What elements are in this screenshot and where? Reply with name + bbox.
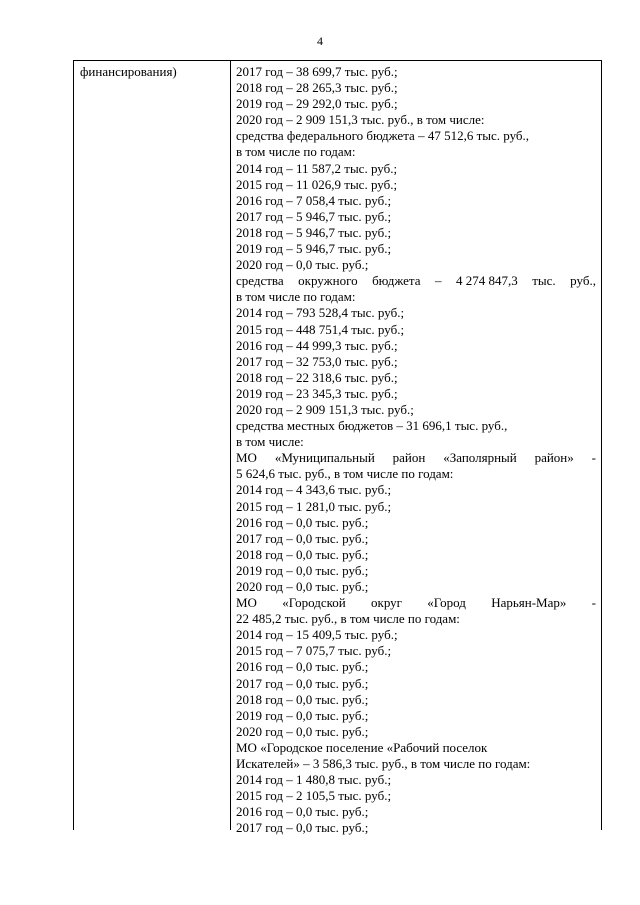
text-line: в том числе по годам: bbox=[236, 289, 356, 305]
text-line: 2019 год – 23 345,3 тыс. руб.; bbox=[236, 385, 398, 401]
word: «Заполярный bbox=[443, 450, 517, 466]
text-line: Искателей» – 3 586,3 тыс. руб., в том числе по годам: bbox=[236, 756, 531, 772]
text-line: 2019 год – 0,0 тыс. руб.; bbox=[236, 562, 369, 578]
financing-table bbox=[73, 60, 602, 836]
text-line: 2018 год – 5 946,7 тыс. руб.; bbox=[236, 224, 392, 240]
text-line: 2014 год – 11 587,2 тыс. руб.; bbox=[236, 160, 398, 176]
text-line: 22 485,2 тыс. руб., в том числе по годам: bbox=[236, 611, 460, 627]
text-line: 2016 год – 7 058,4 тыс. руб.; bbox=[236, 192, 392, 208]
text-line: 2017 год – 38 699,7 тыс. руб.; bbox=[236, 64, 398, 79]
text-line: средства местных бюджетов – 31 696,1 тыс. руб., bbox=[236, 418, 508, 434]
word: - bbox=[591, 450, 596, 466]
word: МО bbox=[236, 595, 257, 611]
word: «Город bbox=[427, 595, 466, 611]
text-line: 2017 год – 0,0 тыс. руб.; bbox=[236, 675, 369, 691]
word: округ bbox=[371, 595, 402, 611]
text-line: 2015 год – 11 026,9 тыс. руб.; bbox=[236, 176, 398, 192]
word: – bbox=[435, 273, 442, 289]
text-line: 2018 год – 0,0 тыс. руб.; bbox=[236, 691, 369, 707]
text-line: 5 624,6 тыс. руб., в том числе по годам: bbox=[236, 466, 454, 482]
text-line: 2017 год – 0,0 тыс. руб.; bbox=[236, 530, 369, 546]
text-line: 2015 год – 7 075,7 тыс. руб.; bbox=[236, 643, 392, 659]
text-line: МО «Городское поселение «Рабочий поселок bbox=[236, 739, 488, 755]
word: «Муниципальный bbox=[274, 450, 375, 466]
text-line: 2020 год – 0,0 тыс. руб.; bbox=[236, 723, 369, 739]
text-line: в том числе по годам: bbox=[236, 144, 356, 160]
text-line: 2019 год – 29 292,0 тыс. руб.; bbox=[236, 96, 398, 112]
text-line: 2017 год – 32 753,0 тыс. руб.; bbox=[236, 353, 398, 369]
text-line: 2014 год – 15 409,5 тыс. руб.; bbox=[236, 627, 398, 643]
word: район» bbox=[534, 450, 574, 466]
text-line: 2015 год – 1 281,0 тыс. руб.; bbox=[236, 498, 392, 514]
text-line: 2017 год – 0,0 тыс. руб.; bbox=[236, 820, 369, 836]
text-line: 2019 год – 5 946,7 тыс. руб.; bbox=[236, 241, 392, 257]
text-line: 2016 год – 0,0 тыс. руб.; bbox=[236, 514, 369, 530]
row-label: финансирования) bbox=[80, 64, 177, 79]
word: «Городской bbox=[282, 595, 346, 611]
word: МО bbox=[236, 450, 257, 466]
text-line: 2015 год – 2 105,5 тыс. руб.; bbox=[236, 788, 392, 804]
text-line: 2019 год – 0,0 тыс. руб.; bbox=[236, 707, 369, 723]
word: тыс. bbox=[532, 273, 556, 289]
justified-line-zapolyarny bbox=[236, 450, 596, 466]
text-line: 2018 год – 22 318,6 тыс. руб.; bbox=[236, 369, 398, 385]
page-number: 4 bbox=[317, 34, 323, 48]
text-line: в том числе: bbox=[236, 434, 304, 450]
word: окружного bbox=[298, 273, 358, 289]
justified-line-naryan-mar bbox=[236, 595, 596, 611]
word: - bbox=[591, 595, 596, 611]
text-line: 2020 год – 0,0 тыс. руб.; bbox=[236, 579, 369, 594]
text-line: 2018 год – 0,0 тыс. руб.; bbox=[236, 546, 369, 562]
text-line: 2016 год – 0,0 тыс. руб.; bbox=[236, 804, 369, 820]
word: Нарьян-Мар» bbox=[491, 595, 567, 611]
word: район bbox=[392, 450, 426, 466]
justified-line-okrug-budget bbox=[236, 273, 596, 289]
text-line: 2014 год – 1 480,8 тыс. руб.; bbox=[236, 772, 392, 788]
text-line: средства федерального бюджета – 47 512,6 тыс. руб., bbox=[236, 128, 530, 144]
word: 4 274 847,3 bbox=[456, 273, 518, 289]
text-line: 2020 год – 2 909 151,3 тыс. руб.; bbox=[236, 401, 414, 417]
text-line: 2020 год – 2 909 151,3 тыс. руб., в том числе: bbox=[236, 112, 485, 128]
text-line: 2015 год – 448 751,4 тыс. руб.; bbox=[236, 321, 405, 337]
text-line: 2016 год – 44 999,3 тыс. руб.; bbox=[236, 337, 398, 353]
text-line: 2017 год – 5 946,7 тыс. руб.; bbox=[236, 208, 392, 224]
text-line: 2016 год – 0,0 тыс. руб.; bbox=[236, 659, 369, 675]
word: средства bbox=[236, 273, 284, 289]
financing-details bbox=[236, 64, 596, 837]
text-line: 2020 год – 0,0 тыс. руб.; bbox=[236, 257, 369, 273]
text-line: 2014 год – 4 343,6 тыс. руб.; bbox=[236, 482, 392, 498]
text-line: 2014 год – 793 528,4 тыс. руб.; bbox=[236, 305, 405, 321]
word: бюджета bbox=[372, 273, 421, 289]
column-divider bbox=[230, 61, 231, 830]
word: руб., bbox=[570, 273, 596, 289]
text-line: 2018 год – 28 265,3 тыс. руб.; bbox=[236, 80, 398, 96]
